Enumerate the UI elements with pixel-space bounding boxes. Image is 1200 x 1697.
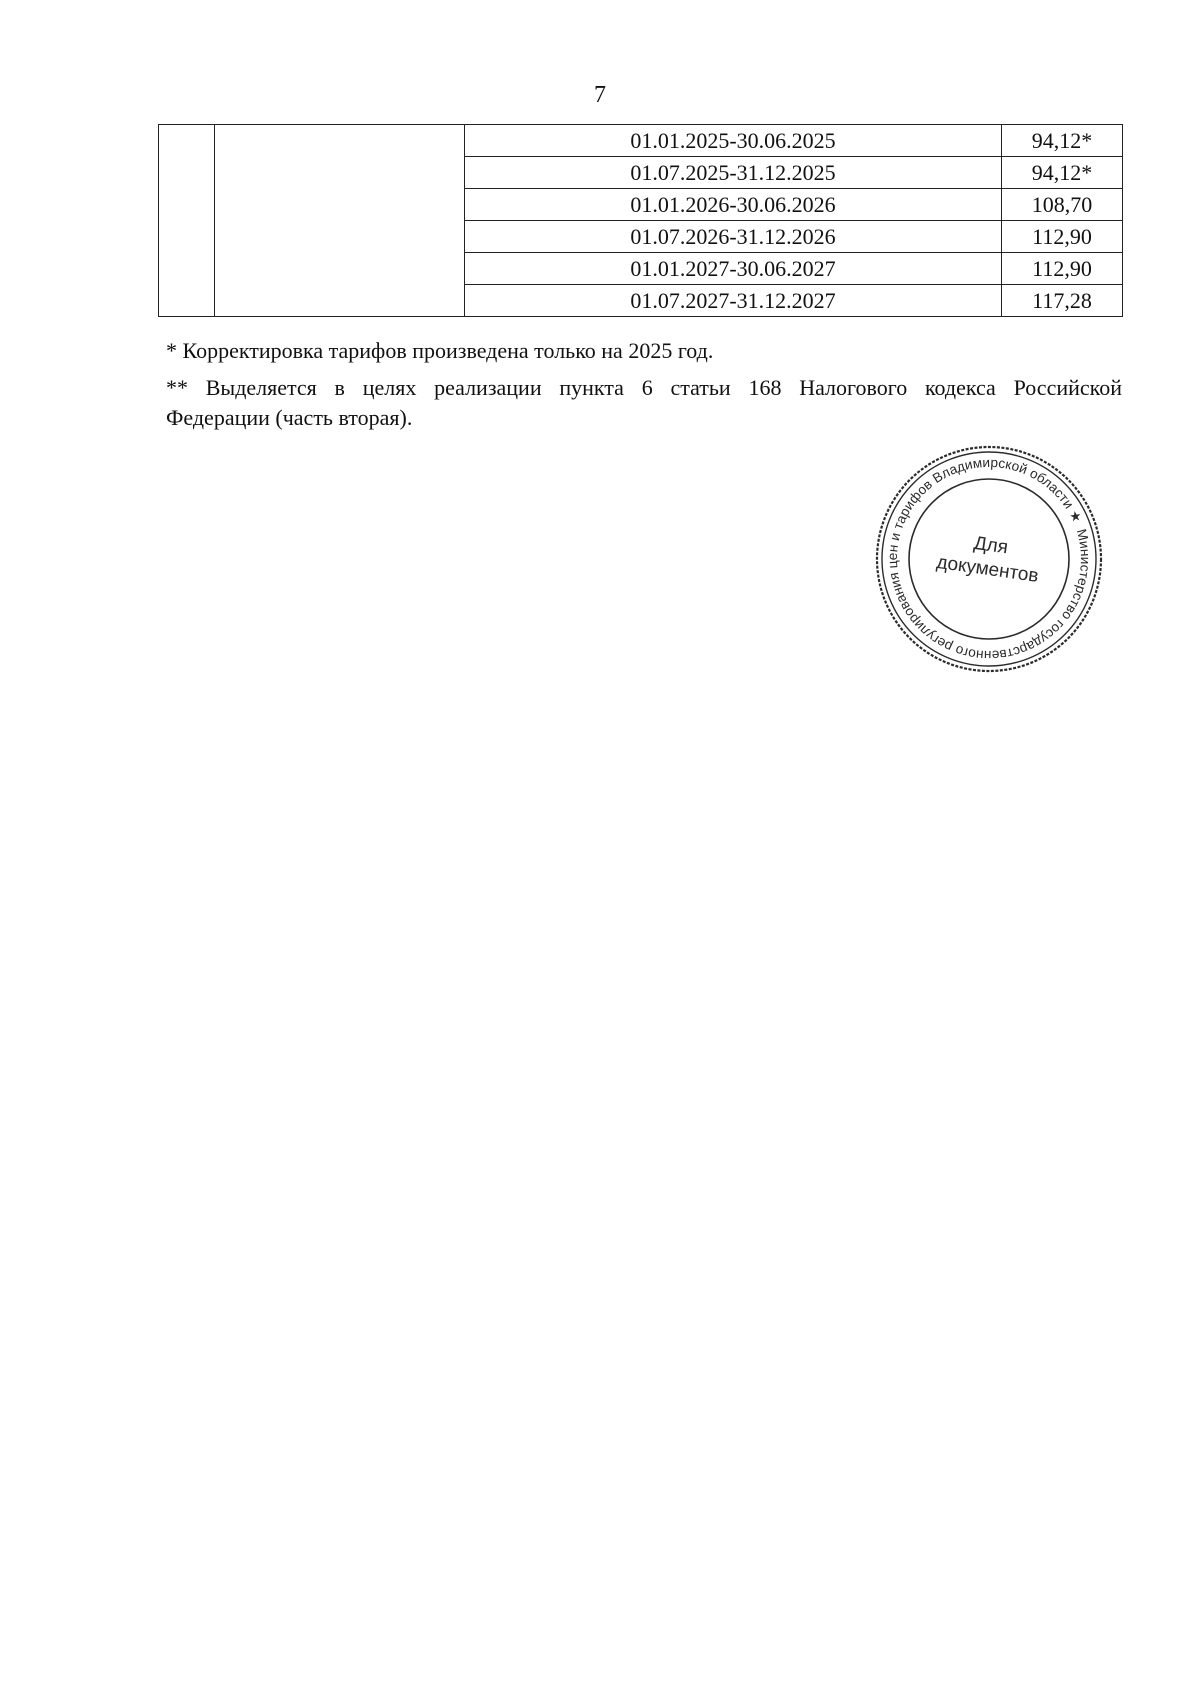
footnote-double-asterisk: [166, 373, 1122, 433]
table-row: [159, 125, 1123, 157]
tariff-value-cell: 108,70: [1002, 189, 1123, 221]
tariff-value-cell: 117,28: [1002, 285, 1123, 317]
tariff-value-cell: 112,90: [1002, 253, 1123, 285]
footnote-single-asterisk: * Корректировка тарифов произведена только на 2025 год.: [166, 338, 714, 363]
footnote-line-2: Федерации (часть вторая).: [166, 405, 413, 430]
stamp-ring-text: Министерство государственного регулирования цен и тарифов Владимирской области ★: [884, 454, 1094, 664]
footnote-line-1: ** Выделяется в целях реализации пункта 6 статьи 168 Налогового кодекса Российской: [166, 375, 1122, 400]
period-cell: 01.01.2025-30.06.2025: [465, 125, 1002, 157]
official-stamp: [873, 443, 1105, 675]
tariff-value-cell: 94,12*: [1002, 125, 1123, 157]
period-cell: 01.01.2027-30.06.2027: [465, 253, 1002, 285]
period-cell: 01.01.2026-30.06.2026: [465, 189, 1002, 221]
period-cell: 01.07.2027-31.12.2027: [465, 285, 1002, 317]
page-number: 7: [594, 82, 606, 108]
empty-cell-name: [215, 125, 465, 317]
empty-cell-number: [159, 125, 215, 317]
period-cell: 01.07.2026-31.12.2026: [465, 221, 1002, 253]
tariff-table: [158, 124, 1123, 317]
stamp-center-line-2: документов: [935, 551, 1040, 587]
stamp-center-line-1: Для: [972, 532, 1010, 559]
period-cell: 01.07.2025-31.12.2025: [465, 157, 1002, 189]
tariff-value-cell: 112,90: [1002, 221, 1123, 253]
tariff-value-cell: 94,12*: [1002, 157, 1123, 189]
